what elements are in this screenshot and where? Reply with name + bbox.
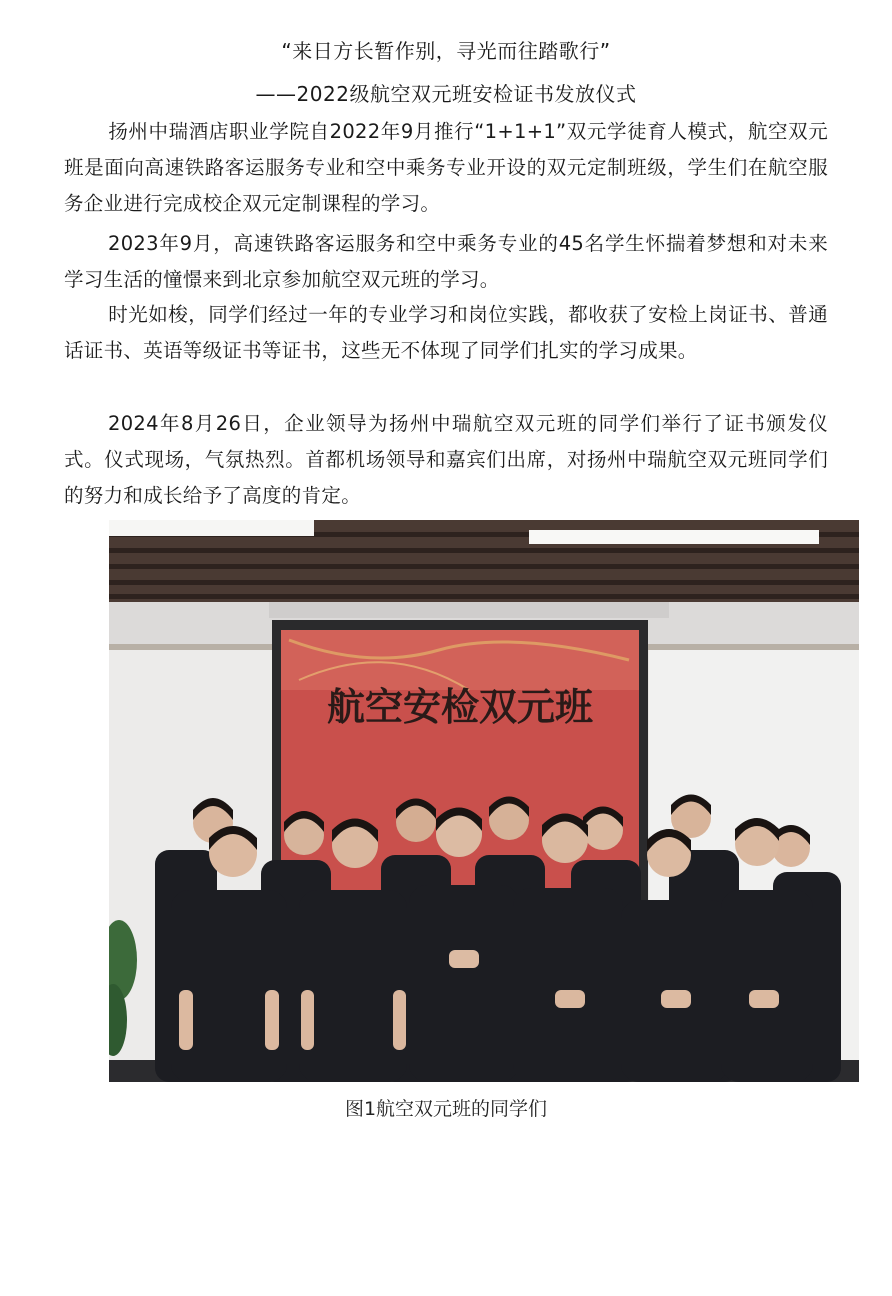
- paragraph-text: 2023年9月，高速铁路客运服务和空中乘务专业的45名学生怀揣着梦想和对未来学习生活的憧憬来到北京参加航空双元班的学习。: [64, 232, 828, 291]
- paragraph-text: 2024年8月26日，企业领导为扬州中瑞航空双元班的同学们举行了证书颁发仪式。仪式现场，气氛热烈。首都机场领导和嘉宾们出席，对扬州中瑞航空双元班同学们的努力和成长给予了高度的肯定。: [64, 412, 828, 507]
- article-title: “来日方长暂作别，寻光而往踏歌行”: [281, 39, 611, 63]
- paragraph-1: [64, 114, 828, 222]
- screen-title: 航空安检双元班: [326, 684, 594, 729]
- paragraph-text: 扬州中瑞酒店职业学院自2022年9月推行“1+1+1”双元学徒育人模式，航空双元班是面向高速铁路客运服务专业和空中乘务专业开设的双元定制班级，学生们在航空服务企业进行完成校企双元定制课程的学习。: [64, 120, 828, 215]
- paragraph-2: [64, 226, 828, 298]
- paragraph-4: [64, 406, 828, 514]
- article-subtitle: ——2022级航空双元班安检证书发放仪式: [255, 82, 637, 106]
- paragraph-text: 时光如梭，同学们经过一年的专业学习和岗位实践，都收获了安检上岗证书、普通话证书、英语等级证书等证书，这些无不体现了同学们扎实的学习成果。: [64, 303, 828, 362]
- ceiling-light-left: [109, 520, 314, 536]
- photo-caption: 图1航空双元班的同学们: [344, 1098, 548, 1120]
- paragraph-3: [64, 297, 828, 369]
- group-photo: [109, 520, 859, 1082]
- ceiling-light-right: [529, 530, 819, 544]
